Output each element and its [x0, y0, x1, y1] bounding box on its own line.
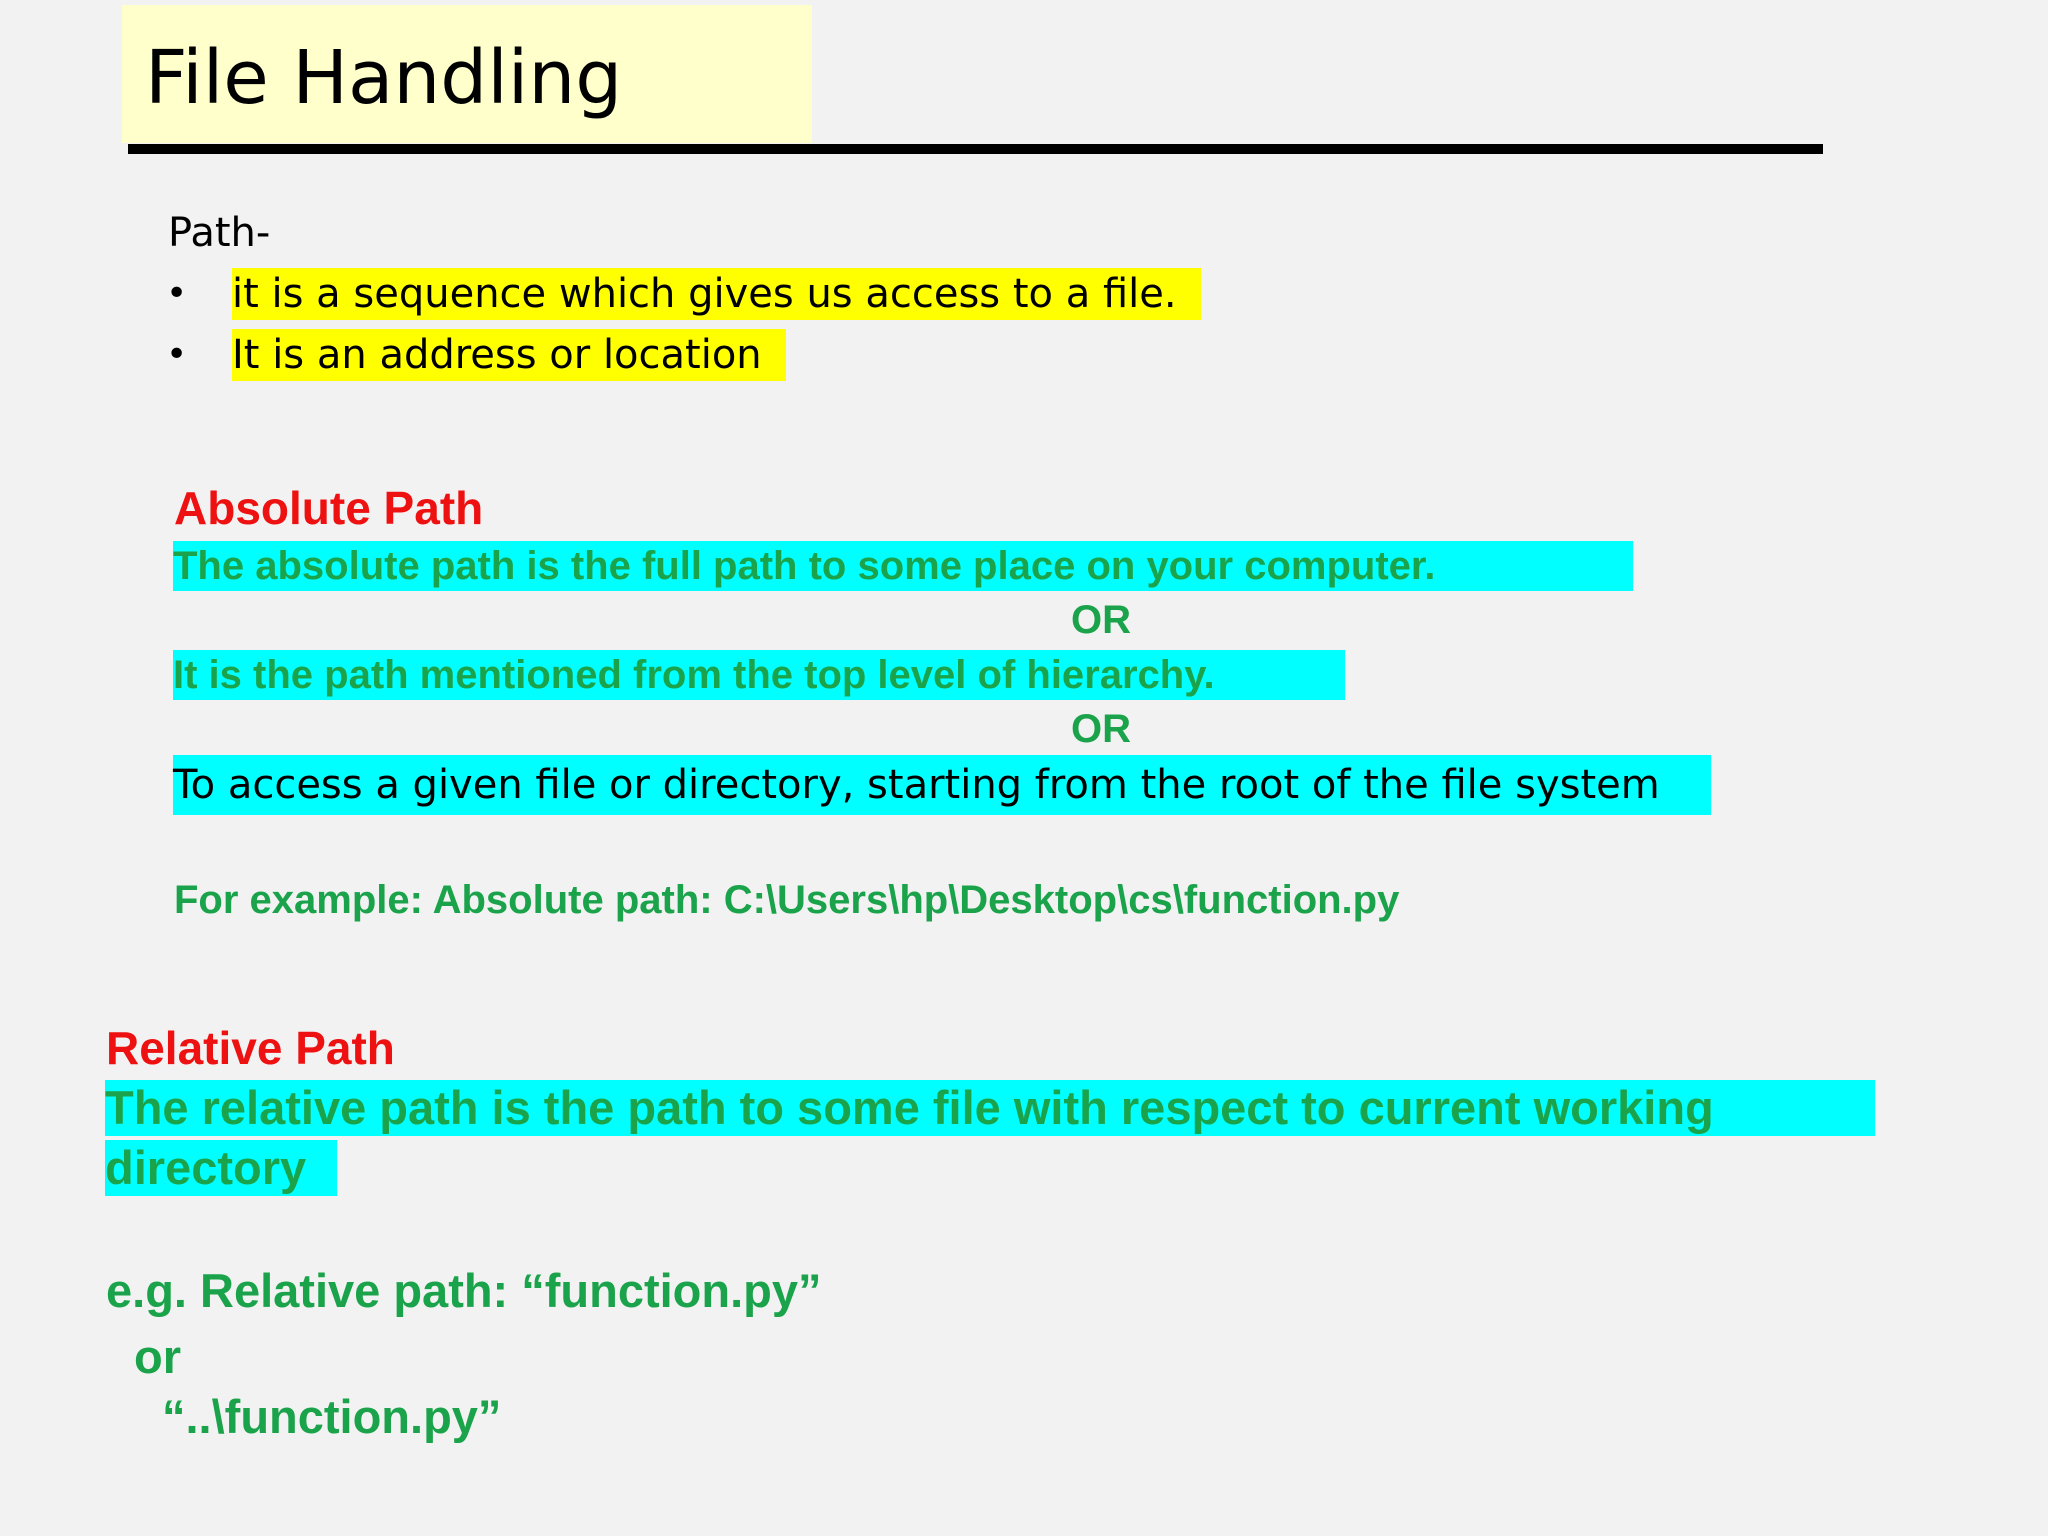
absolute-definition-2: It is the path mentioned from the top level of hierarchy.: [173, 650, 1345, 700]
path-label: Path-: [168, 210, 271, 256]
relative-path-example-2: “..\function.py”: [162, 1390, 502, 1443]
absolute-definition-1: The absolute path is the full path to some place on your computer.: [173, 541, 1633, 591]
bullet-glyph: •: [166, 334, 188, 375]
title-underline: [128, 144, 1823, 154]
relative-definition-2: directory: [105, 1140, 337, 1196]
relative-definition-1: The relative path is the path to some file with respect to current working: [105, 1080, 1875, 1136]
absolute-definition-3: To access a given file or directory, starting from the root of the file system: [173, 755, 1711, 815]
absolute-path-heading: Absolute Path: [174, 482, 484, 534]
bullet-glyph: •: [166, 273, 188, 314]
slide-title: File Handling: [145, 35, 623, 121]
or-separator: OR: [1071, 598, 1131, 642]
bullet-text: it is a sequence which gives us access to a file.: [232, 268, 1201, 320]
bullet-text: It is an address or location: [232, 329, 786, 381]
relative-path-heading: Relative Path: [106, 1022, 395, 1074]
or-separator: OR: [1071, 707, 1131, 751]
relative-path-example: e.g. Relative path: “function.py”: [106, 1264, 822, 1317]
absolute-path-example: For example: Absolute path: C:\Users\hp\Desktop\cs\function.py: [174, 878, 1400, 922]
relative-example-or: or: [134, 1330, 181, 1383]
